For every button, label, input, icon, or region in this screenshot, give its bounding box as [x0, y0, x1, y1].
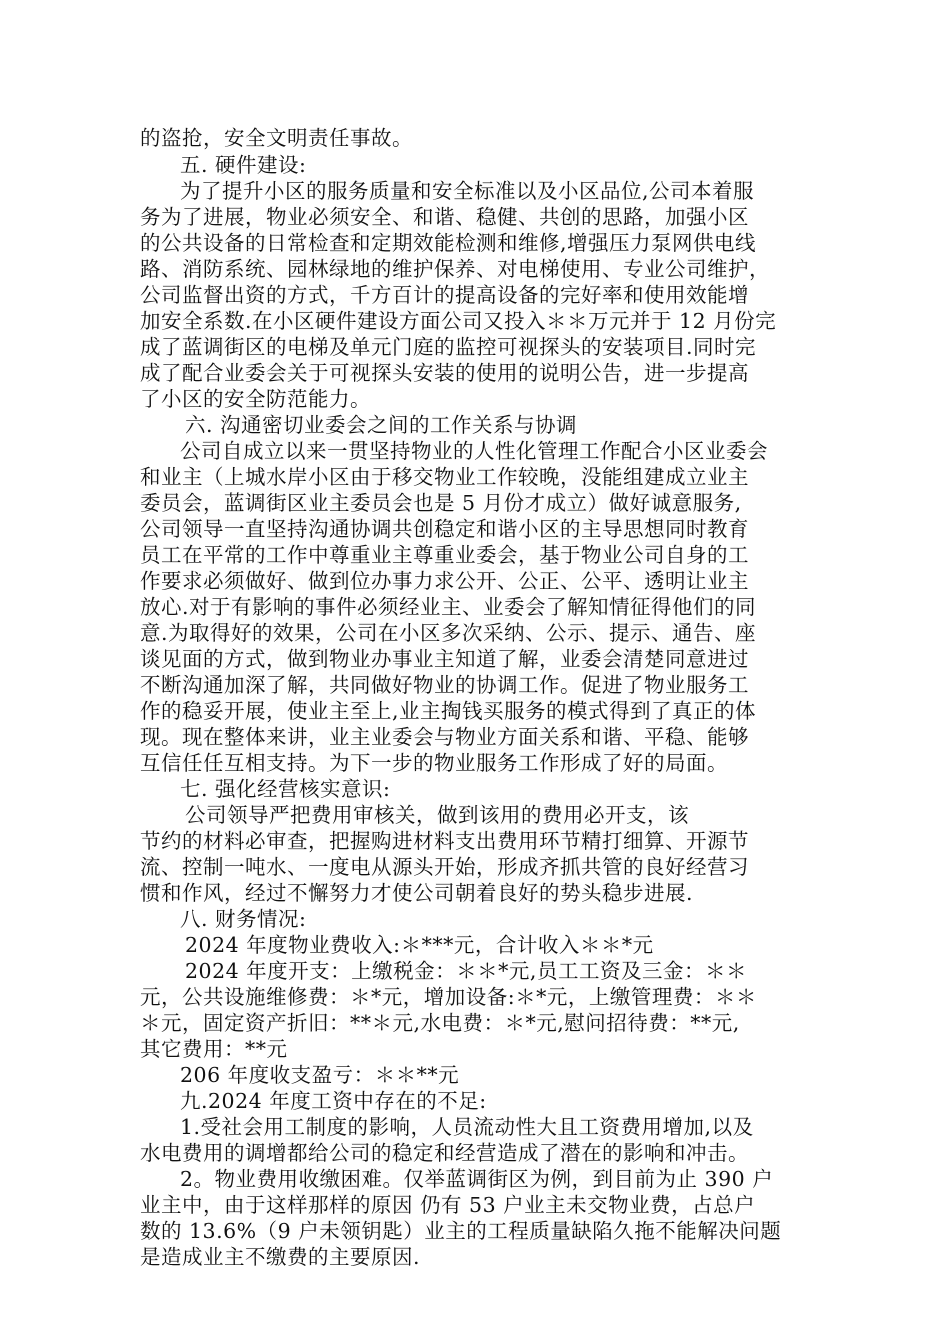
text-line: 2。物业费用收缴困难。仅举蓝调街区为例，到目前为止 390 户 [180, 1167, 774, 1191]
text-line: 其它费用：**元 [140, 1037, 288, 1061]
section-heading: 五. 硬件建设: [180, 153, 307, 177]
text-line: 互信任任互相支持。为下一步的物业服务工作形成了好的局面。 [140, 751, 728, 775]
text-line: 作要求必须做好、做到位办事力求公开、公正、公平、透明让业主 [140, 569, 749, 593]
text-line: 元，公共设施维修费：＊*元，增加设备:＊*元，上缴管理费：＊＊ [140, 985, 757, 1009]
text-line: 惯和作风，经过不懈努力才使公司朝着良好的势头稳步进展. [140, 881, 694, 905]
text-line: 的盗抢，安全文明责任事故。 [140, 126, 413, 150]
section-heading: 九.2024 年度工资中存在的不足: [180, 1089, 487, 1113]
text-line: 公司领导严把费用审核关，做到该用的费用必开支，该 [185, 803, 689, 827]
text-line: 为了提升小区的服务质量和安全标准以及小区品位,公司本着服 [180, 179, 755, 203]
text-line: 公司领导一直坚持沟通协调共创稳定和谐小区的主导思想同时教育 [140, 517, 749, 541]
text-line: 意.为取得好的效果，公司在小区多次采纳、公示、提示、通告、座 [140, 621, 757, 645]
text-line: 公司监督出资的方式，千方百计的提高设备的完好率和使用效能增 [140, 283, 749, 307]
section-heading: 八. 财务情况: [180, 907, 307, 931]
text-line: 不断沟通加深了解，共同做好物业的协调工作。促进了物业服务工 [140, 673, 749, 697]
text-line: 作的稳妥开展，使业主至上,业主掏钱买服务的模式得到了真正的体 [140, 699, 757, 723]
text-line: 加安全系数.在小区硬件建设方面公司又投入＊＊万元并于 12 月份完 [140, 309, 777, 333]
text-line: 流、控制一吨水、一度电从源头开始，形成齐抓共管的良好经营习 [140, 855, 749, 879]
text-line: 务为了进展，物业必须安全、和谐、稳健、共创的思路，加强小区 [140, 205, 749, 229]
text-line: 谈见面的方式，做到物业办事业主知道了解，业委会清楚同意进过 [140, 647, 749, 671]
text-line: 水电费用的调增都给公司的稳定和经营造成了潜在的影响和冲击。 [140, 1141, 749, 1165]
text-line: 数的 13.6%（9 户未领钥匙）业主的工程质量缺陷久拖不能解决问题 [140, 1219, 782, 1243]
section-heading: 六. 沟通密切业委会之间的工作关系与协调 [185, 413, 578, 437]
text-line: 和业主（上城水岸小区由于移交物业工作较晚，没能组建成立业主 [140, 465, 749, 489]
text-line: 员工在平常的工作中尊重业主尊重业委会，基于物业公司自身的工 [140, 543, 749, 567]
text-line: 路、消防系统、园林绿地的维护保养、对电梯使用、专业公司维护， [140, 257, 770, 281]
text-line: 节约的材料必审查，把握购进材料支出费用环节精打细算、开源节 [140, 829, 749, 853]
text-line: 成了蓝调街区的电梯及单元门庭的监控可视探头的安装项目.同时完 [140, 335, 757, 359]
section-heading: 七. 强化经营核实意识: [180, 777, 391, 801]
text-line: 现。现在整体来讲，业主业委会与物业方面关系和谐、平稳、能够 [140, 725, 749, 749]
text-line: 公司自成立以来一贯坚持物业的人性化管理工作配合小区业委会 [180, 439, 768, 463]
text-line: 委员会，蓝调街区业主委员会也是 5 月份才成立）做好诚意服务, [140, 491, 742, 515]
text-line: 的公共设备的日常检查和定期效能检测和维修,增强压力泵网供电线 [140, 231, 757, 255]
text-line: 业主中，由于这样那样的原因 仍有 53 户业主未交物业费，占总户 [140, 1193, 756, 1217]
text-line: 2024 年度物业费收入:＊***元，合计收入＊＊*元 [185, 933, 654, 957]
text-line: 成了配合业委会关于可视探头安装的使用的说明公告，进一步提高 [140, 361, 749, 385]
text-line: 是造成业主不缴费的主要原因. [140, 1245, 421, 1269]
text-line: ＊元，固定资产折旧：**＊元,水电费：＊*元,慰问招待费：**元, [140, 1011, 740, 1035]
text-line: 了小区的安全防范能力。 [140, 387, 371, 411]
text-line: 放心.对于有影响的事件必须经业主、业委会了解知情征得他们的同 [140, 595, 757, 619]
text-line: 1.受社会用工制度的影响，人员流动性大且工资费用增加,以及 [180, 1115, 754, 1139]
text-line: 2024 年度开支：上缴税金：＊＊*元,员工工资及三金：＊＊ [185, 959, 747, 983]
text-line: 206 年度收支盈亏：＊＊**元 [180, 1063, 460, 1087]
